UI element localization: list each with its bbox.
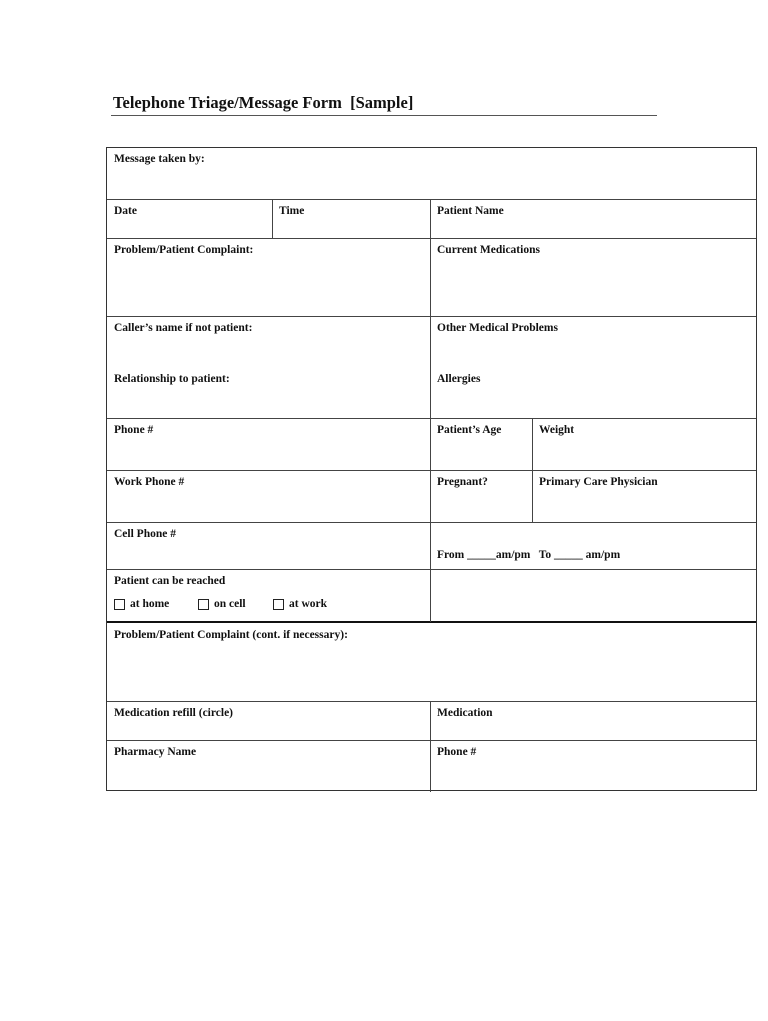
weight-field[interactable] — [532, 418, 758, 470]
medication-label: Medication — [437, 707, 493, 719]
availability-window-label: From _____am/pm To _____ am/pm — [437, 549, 621, 561]
callers-name-label: Caller’s name if not patient: — [114, 322, 253, 334]
caller-info-field[interactable] — [107, 316, 430, 418]
patient-name-field[interactable] — [430, 199, 758, 238]
blank-field[interactable] — [430, 569, 758, 621]
on-cell-checkbox[interactable] — [198, 599, 209, 610]
problem-complaint-cont-field[interactable] — [107, 622, 758, 701]
date-field[interactable] — [107, 199, 272, 238]
problem-complaint-field[interactable] — [107, 238, 430, 316]
allergies-label: Allergies — [437, 373, 481, 385]
patient-reach-field — [107, 569, 430, 621]
weight-label: Weight — [539, 424, 575, 436]
message-taken-by-field[interactable] — [107, 148, 758, 199]
pregnant-label: Pregnant? — [437, 476, 488, 488]
at-home-label: at home — [130, 598, 170, 610]
medication-field[interactable] — [430, 701, 758, 740]
primary-care-physician-field[interactable] — [532, 470, 758, 522]
date-label: Date — [114, 205, 137, 217]
current-medications-label: Current Medications — [437, 244, 540, 256]
on-cell-label: on cell — [214, 598, 246, 610]
primary-care-physician-label: Primary Care Physician — [539, 476, 658, 488]
pharmacy-name-label: Pharmacy Name — [114, 746, 197, 758]
medication-refill-field[interactable] — [107, 701, 430, 740]
problem-complaint-cont-label: Problem/Patient Complaint (cont. if necessary): — [114, 629, 348, 641]
triage-form — [106, 147, 757, 791]
work-phone-field[interactable] — [107, 470, 430, 522]
phone-field[interactable] — [107, 418, 430, 470]
patient-can-be-reached-label: Patient can be reached — [114, 575, 226, 587]
availability-window-field[interactable] — [430, 522, 758, 569]
cell-phone-field[interactable] — [107, 522, 430, 569]
form-title: Telephone Triage/Message Form [Sample] — [113, 93, 414, 112]
title-underline — [111, 115, 657, 116]
patients-age-label: Patient’s Age — [437, 424, 502, 436]
work-phone-label: Work Phone # — [114, 476, 185, 488]
other-medical-problems-label: Other Medical Problems — [437, 322, 558, 334]
pharmacy-name-field[interactable] — [107, 740, 430, 792]
patients-age-field[interactable] — [430, 418, 532, 470]
current-medications-field[interactable] — [430, 238, 758, 316]
patient-name-label: Patient Name — [437, 205, 504, 217]
at-home-checkbox[interactable] — [114, 599, 125, 610]
time-label: Time — [279, 205, 305, 217]
phone-label: Phone # — [114, 424, 154, 436]
medical-history-field[interactable] — [430, 316, 758, 418]
pharmacy-phone-field[interactable] — [430, 740, 758, 792]
cell-phone-label: Cell Phone # — [114, 528, 176, 540]
pregnant-field[interactable] — [430, 470, 532, 522]
pharmacy-phone-label: Phone # — [437, 746, 477, 758]
time-field[interactable] — [272, 199, 430, 238]
problem-complaint-label: Problem/Patient Complaint: — [114, 244, 254, 256]
medication-refill-label: Medication refill (circle) — [114, 707, 233, 719]
at-work-checkbox[interactable] — [273, 599, 284, 610]
relationship-label: Relationship to patient: — [114, 373, 230, 385]
at-work-label: at work — [289, 598, 328, 610]
message-taken-by-label: Message taken by: — [114, 153, 205, 165]
